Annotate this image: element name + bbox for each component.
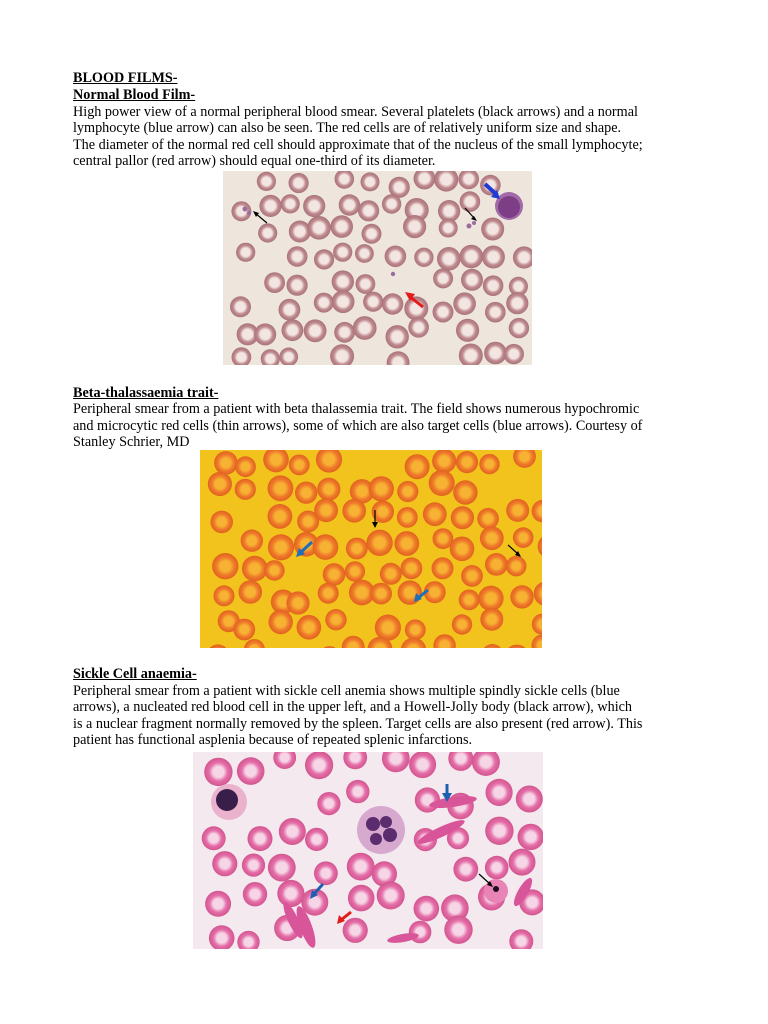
red-cell <box>456 451 478 473</box>
red-cell <box>362 224 382 244</box>
red-cell <box>480 526 504 550</box>
red-cell <box>346 780 369 803</box>
red-cell <box>485 856 509 880</box>
red-cell <box>380 563 402 585</box>
red-cell <box>485 553 508 576</box>
red-cell <box>509 318 529 338</box>
red-cell <box>330 215 353 238</box>
red-cell <box>325 609 346 630</box>
red-cell <box>268 534 294 560</box>
red-cell <box>450 537 475 562</box>
red-cell <box>241 530 263 552</box>
red-cell <box>268 475 294 501</box>
red-cell <box>333 243 352 262</box>
red-cell <box>332 270 354 292</box>
red-cell <box>456 319 479 342</box>
red-cell <box>398 580 422 604</box>
red-cell <box>314 249 334 269</box>
red-cell <box>403 215 426 238</box>
red-cell <box>208 472 232 496</box>
red-cell <box>210 511 233 534</box>
red-cell <box>242 556 268 582</box>
body-text-line: and microcytic red cells (thin arrows), some of which are also target cells (blue arrows). Courtesy of <box>73 418 643 434</box>
red-cell <box>480 608 503 631</box>
red-cell <box>414 896 440 922</box>
section-heading-sickle-cell-anaemia: Sickle Cell anaemia- <box>73 666 197 682</box>
neutrophil <box>357 806 405 854</box>
red-cell <box>281 194 300 213</box>
red-cell <box>353 316 377 340</box>
document-title: BLOOD FILMS- <box>73 70 178 86</box>
red-cell <box>375 615 401 641</box>
red-cell <box>401 557 423 579</box>
red-cell <box>230 296 251 317</box>
body-text-line: is a nuclear fragment normally removed by the spleen. Target cells are also present (red arrow). This <box>73 716 643 732</box>
red-cell <box>363 292 383 312</box>
red-cell <box>323 563 346 586</box>
red-cell <box>485 817 513 845</box>
red-cell <box>264 560 285 581</box>
red-cell <box>460 191 481 212</box>
red-cell <box>235 456 256 477</box>
nucleated-red-blood-cell <box>211 784 247 820</box>
red-cell <box>453 857 478 882</box>
red-cell <box>345 561 365 581</box>
body-text-line: Peripheral smear from a patient with sickle cell anemia shows multiple spindly sickle cells (blue <box>73 683 620 699</box>
red-cell <box>432 450 456 473</box>
body-text-line: High power view of a normal peripheral blood smear. Several platelets (black arrows) and a normal <box>73 104 638 120</box>
red-cell <box>202 826 226 850</box>
red-cell <box>506 499 529 522</box>
red-cell <box>286 591 309 614</box>
body-text-line: lymphocyte (blue arrow) can also be seen. The red cells are of relatively uniform size and shape. <box>73 120 622 136</box>
red-cell <box>237 757 265 785</box>
red-cell <box>453 292 476 315</box>
section-heading-beta-thalassaemia: Beta-thalassaemia trait- <box>73 385 219 401</box>
red-cell <box>318 583 339 604</box>
red-cell <box>258 223 277 242</box>
red-cell <box>369 476 394 501</box>
red-cell <box>289 221 311 243</box>
red-cell <box>356 274 376 294</box>
red-cell <box>459 590 480 611</box>
red-cell <box>259 195 281 217</box>
red-cell <box>429 470 455 496</box>
red-cell <box>479 454 499 474</box>
red-cell <box>355 244 374 263</box>
red-cell <box>317 478 340 501</box>
red-cell <box>485 302 506 323</box>
red-cell <box>409 752 436 778</box>
red-cell <box>478 586 503 611</box>
body-text-line: central pallor (red arrow) should equal one-third of its diameter. <box>73 153 436 169</box>
red-cell <box>414 248 433 267</box>
red-cell <box>248 826 273 851</box>
red-cell <box>212 851 237 876</box>
body-text-line: arrows), a nucleated red blood cell in the upper left, and a Howell-Jolly body (black arrow), which <box>73 699 633 715</box>
red-cell <box>415 787 440 812</box>
red-cell <box>460 245 484 269</box>
red-cell <box>358 200 379 221</box>
red-cell <box>279 818 306 845</box>
red-cell <box>305 828 328 851</box>
red-cell <box>307 216 331 240</box>
red-cell <box>397 481 418 502</box>
red-cell <box>332 290 355 313</box>
normal-blood-smear-image <box>223 171 532 365</box>
red-cell <box>437 247 461 271</box>
body-text-line: Peripheral smear from a patient with beta thalassemia trait. The field shows numerous hypochromic <box>73 401 640 417</box>
red-cell <box>257 172 276 191</box>
red-cell <box>233 619 255 641</box>
red-cell <box>269 610 293 634</box>
red-cell <box>370 583 392 605</box>
red-cell <box>361 172 380 191</box>
red-cell <box>452 614 472 634</box>
red-cell <box>433 268 453 288</box>
red-cell <box>287 275 308 296</box>
red-cell <box>334 322 355 343</box>
red-cell <box>423 502 447 526</box>
red-cell <box>277 880 304 907</box>
red-cell <box>212 553 238 579</box>
red-cell <box>509 849 536 876</box>
red-cell <box>279 299 301 321</box>
red-cell <box>394 531 419 556</box>
section-heading-normal-blood-film: Normal Blood Film- <box>73 87 196 103</box>
red-cell <box>313 534 339 560</box>
red-cell <box>289 455 310 476</box>
red-cell <box>432 557 454 579</box>
red-cell <box>295 482 317 504</box>
red-cell <box>214 585 235 606</box>
red-cell <box>314 293 334 313</box>
red-cell <box>518 824 544 850</box>
red-cell <box>486 779 513 806</box>
red-cell <box>513 527 534 548</box>
red-cell <box>484 342 507 365</box>
red-cell <box>510 585 533 608</box>
red-cell <box>366 530 392 556</box>
red-cell <box>453 480 477 504</box>
red-cell <box>386 325 409 348</box>
red-cell <box>483 275 504 296</box>
red-cell <box>405 454 430 479</box>
red-cell <box>297 615 322 640</box>
red-cell <box>204 758 232 786</box>
red-cell <box>205 891 231 917</box>
red-cell <box>516 786 543 813</box>
red-cell <box>348 885 375 912</box>
red-cell <box>282 319 304 341</box>
red-cell <box>289 173 309 193</box>
body-text-line: Stanley Schrier, MD <box>73 434 190 450</box>
red-cell <box>343 918 368 943</box>
body-text-line: patient has functional asplenia because of repeated splenic infarctions. <box>73 732 473 748</box>
sickle-cell-smear-image <box>193 752 543 949</box>
red-cell <box>382 194 401 213</box>
red-cell <box>433 302 454 323</box>
red-cell <box>444 916 472 944</box>
red-cell <box>342 499 366 523</box>
red-cell <box>408 317 429 338</box>
red-cell <box>304 319 327 342</box>
red-cell <box>339 194 360 215</box>
red-cell <box>346 538 368 560</box>
red-cell <box>268 854 296 882</box>
red-cell <box>409 921 432 944</box>
red-cell <box>506 292 528 314</box>
red-cell <box>439 219 458 238</box>
beta-thalassaemia-smear-image <box>200 450 542 648</box>
red-cell <box>317 792 340 815</box>
red-cell <box>482 246 505 269</box>
red-cell <box>506 556 527 577</box>
body-text-line: The diameter of the normal red cell should approximate that of the nucleus of the small lymphocyte; <box>73 137 643 153</box>
red-cell <box>287 246 308 267</box>
red-cell <box>242 854 265 877</box>
small-lymphocyte <box>495 192 523 220</box>
red-cell <box>461 269 483 291</box>
red-cell <box>451 506 474 529</box>
red-cell <box>239 580 263 604</box>
red-cell <box>268 504 293 529</box>
red-cell <box>314 861 338 885</box>
red-cell <box>397 507 418 528</box>
red-cell <box>314 498 338 522</box>
red-cell <box>243 882 267 906</box>
red-cell <box>405 619 426 640</box>
red-cell <box>303 195 325 217</box>
red-cell <box>477 508 499 530</box>
red-cell <box>461 565 483 587</box>
red-cell <box>347 853 375 881</box>
red-cell <box>236 243 255 262</box>
red-cell <box>377 882 405 910</box>
red-cell <box>214 451 238 475</box>
red-cell <box>504 344 524 364</box>
red-cell <box>264 272 285 293</box>
red-cell <box>385 246 407 268</box>
red-cell <box>254 323 276 345</box>
red-cell <box>235 479 256 500</box>
red-cell <box>382 293 403 314</box>
red-cell <box>305 752 333 779</box>
red-cell <box>481 218 504 241</box>
